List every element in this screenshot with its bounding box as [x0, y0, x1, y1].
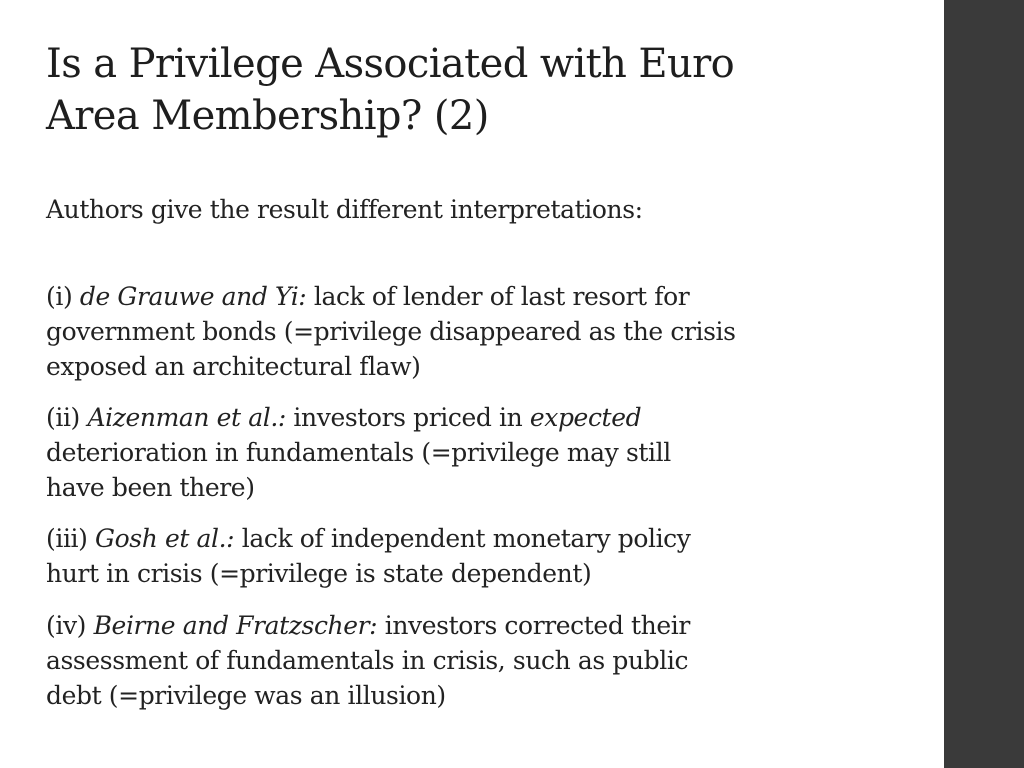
- item-4-line-1-rest: investors corrected their: [377, 611, 690, 640]
- item-4-line-1: [46, 608, 926, 643]
- item-4-line-2: assessment of fundamentals in crisis, such as public: [46, 646, 689, 675]
- item-2-line-1: [46, 400, 926, 435]
- right-sidebar-bar: [944, 0, 1024, 768]
- item-1-line-2: government bonds (=privilege disappeared as the crisis: [46, 317, 736, 346]
- item-1-author: de Grauwe and Yi:: [79, 282, 307, 311]
- interpretation-item-1: [46, 279, 926, 384]
- item-1-label: (i): [46, 282, 80, 311]
- slide-title: [46, 38, 926, 142]
- item-3-line-1: [46, 521, 926, 556]
- intro-text: [46, 192, 926, 227]
- item-4-label: (iv): [46, 611, 94, 640]
- item-2-line-3: have been there): [46, 473, 255, 502]
- interpretation-item-4: [46, 608, 926, 713]
- intro-line: Authors give the result different interpretations:: [46, 195, 643, 224]
- item-1-line-1-rest: lack of lender of last resort for: [306, 282, 690, 311]
- item-4-author: Beirne and Fratzscher:: [93, 611, 378, 640]
- item-3-line-1-rest: lack of independent monetary policy: [234, 524, 691, 553]
- item-2-emphasis: expected: [529, 403, 642, 432]
- slide-title-line-2: Area Membership? (2): [46, 93, 489, 139]
- item-2-line-1-mid: investors priced in: [285, 403, 530, 432]
- item-1-line-1: [46, 279, 926, 314]
- slide-title-line-1: Is a Privilege Associated with Euro: [46, 41, 735, 87]
- interpretation-item-3: [46, 521, 926, 591]
- item-2-label: (ii): [46, 403, 88, 432]
- item-2-line-2: deterioration in fundamentals (=privilege may still: [46, 438, 671, 467]
- item-3-line-2: hurt in crisis (=privilege is state dependent): [46, 559, 592, 588]
- item-4-line-3: debt (=privilege was an illusion): [46, 681, 446, 710]
- item-1-line-3: exposed an architectural flaw): [46, 352, 421, 381]
- item-3-author: Gosh et al.:: [95, 524, 235, 553]
- item-3-label: (iii): [46, 524, 96, 553]
- item-2-author: Aizenman et al.:: [87, 403, 286, 432]
- interpretation-item-2: [46, 400, 926, 505]
